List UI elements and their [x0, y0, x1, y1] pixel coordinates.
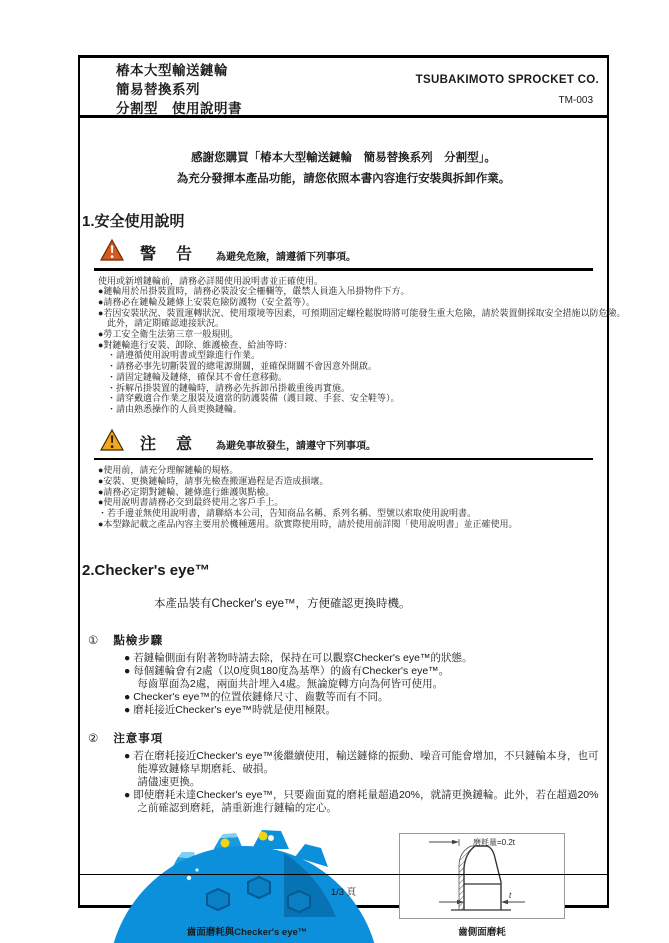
step2-list-item: 能導致鏈條早期磨耗、破損。 [124, 763, 274, 776]
page-number: 1/3 頁 [330, 887, 357, 898]
step1-list [124, 652, 607, 717]
step2-header [88, 730, 607, 746]
caution-list-item: ●使用說明書請務必交到最終使用之客戶手上。 [98, 497, 284, 508]
wear-amount-label: 磨耗量=0.2t [472, 838, 515, 848]
intro-line-1: 感謝您購買「椿本大型輸送鏈輪 簡易替換系列 分割型」。 [191, 152, 496, 164]
caution-label: 注 意 [140, 435, 195, 453]
step1-list-item: ● Checker's eye™的位置依鏈條尺寸、齒數等而有不同。 [124, 691, 389, 704]
caution-list-item: ●請務必定期對鏈輪、鏈條進行維護與點檢。 [98, 486, 275, 497]
intro-line-2: 為充分發揮本產品功能，請您依照本書內容進行安裝與拆卸作業。 [176, 173, 511, 185]
caution-list-item: ・若手邊並無使用說明書，請聯絡本公司，告知商品名稱、系列名稱、型號以索取使用說明書。 [98, 507, 477, 518]
step1-list-item: ● 每個鏈輪會有2處（以0度與180度為基準）的齒有Checker's eye™。 [124, 665, 450, 678]
title-line-3: 分割型 使用說明書 [116, 101, 242, 116]
footer-separator [80, 874, 607, 876]
tooth-wear-diagram-box [399, 833, 565, 919]
section1-heading: 1.安全使用說明 [82, 213, 185, 230]
warning-list-item: 使用或新增鏈輪前，請務必詳閱使用說明書並正確使用。 [98, 275, 324, 286]
warning-list-item: ・請務必事先切斷裝置的總電源開關，並確保開關不會因意外開啟。 [98, 361, 378, 372]
title-block [80, 58, 607, 118]
section2-intro: 本產品裝有Checker's eye™，方便確認更換時機。 [154, 598, 411, 611]
warning-list-item: ●對鏈輪進行安裝、卸除、維護檢查、給油等時： [98, 339, 293, 350]
page-footer [80, 884, 607, 901]
step1-header [88, 632, 607, 648]
step1-title: 點檢步驟 [113, 635, 164, 648]
warning-list-item: ●請務必在鏈輪及鏈條上安裝危險防護物（安全蓋等）。 [98, 296, 315, 307]
warning-triangle-icon [100, 239, 124, 266]
warning-list-item: ●鏈輪用於吊掛裝置時，請務必裝設安全柵欄等，嚴禁人員進入吊掛物件下方。 [98, 286, 410, 297]
caution-list-item: ●安裝、更換鏈輪時，請事先檢查搬運過程是否造成損壞。 [98, 475, 329, 486]
warning-list-item: ・請固定鏈輪及鏈條，確保其不會任意移動。 [98, 371, 288, 382]
title-line-1: 椿本大型輸送鏈輪 [116, 63, 228, 78]
checker-eye-dot [221, 839, 230, 848]
warning-block [94, 239, 626, 415]
section2-heading: 2.Checker's eye™ [82, 562, 210, 580]
caution-header [94, 429, 593, 456]
step2-list-item: ● 即使磨耗未達Checker's eye™，只要齒面寬的磨耗量超過20%，就請更換鏈輪。此外，若在超過20% [124, 789, 599, 802]
title-line-2: 簡易替換系列 [116, 82, 200, 97]
step1-number: ① [88, 635, 99, 648]
tooth-wear-caption: 齒側面磨耗 [458, 927, 506, 939]
intro-paragraph [80, 148, 607, 190]
warning-rule [94, 268, 593, 271]
figures-row [80, 821, 607, 938]
step2-title: 注意事項 [113, 733, 164, 746]
warning-list-item: ・拆解吊掛裝置的鏈輪時，請務必先拆卸吊掛載重後再實施。 [98, 382, 351, 393]
caution-list [98, 465, 593, 529]
caution-list-item: ●本型錄記載之產品內容主要用於機種選用。欲實際使用時，請於使用前詳閱「使用說明書」並正確使用。 [98, 518, 518, 529]
caution-block [94, 429, 593, 530]
step1-list-item: ● 若鏈輪側面有附著物時請去除，保持在可以觀察Checker's eye™的狀態。 [124, 652, 473, 665]
sprocket-caption: 齒面磨耗與Checker's eye™ [186, 927, 308, 939]
document-border-box [78, 55, 626, 939]
sprocket-figure [158, 821, 336, 938]
step2-list-item: ● 若在磨耗接近Checker's eye™後繼續使用，輸送鏈條的振動、噪音可能會增加，不只鏈輪本身，也可 [124, 750, 599, 763]
warning-list-item: ・請由熟悉操作的人員更換鏈輪。 [98, 403, 243, 414]
step2-number: ② [88, 733, 99, 746]
document-number: TM-003 [558, 95, 593, 106]
tooth-wear-diagram [401, 834, 564, 917]
step2-list-item: 請儘速更換。 [124, 776, 201, 789]
caution-triangle-icon [100, 429, 124, 456]
sprocket-illustration [158, 821, 336, 917]
warning-list-item: ●勞工安全衛生法第三章一般規則。 [98, 329, 239, 340]
caution-list-item: ●使用前，請充分理解鏈輪的規格。 [98, 465, 239, 476]
warning-list-item: 此外，請定期確認連接狀況。 [98, 318, 225, 329]
warning-list [98, 275, 626, 415]
company-name: TSUBAKIMOTO SPROCKET CO. [415, 74, 599, 86]
warning-subtitle: 為避免危險，請遵循下列事項。 [216, 251, 357, 263]
tooth-width-label: t [508, 891, 511, 901]
step2-list [124, 750, 607, 815]
warning-list-item: ●若因安裝狀況、裝置運轉狀況、使用環境等因素，可預期固定螺栓鬆脫時將可能發生重大危險，請於裝置側採取安全措施以防危險。 [98, 307, 626, 318]
caution-rule [94, 458, 593, 461]
inspection-steps [88, 632, 607, 717]
document-title [116, 61, 242, 118]
checker-eye-dot [259, 832, 268, 841]
warning-list-item: ・請穿戴適合作業之服裝及適當的防護裝備（護目鏡、手套、安全鞋等）。 [98, 393, 400, 404]
warning-label: 警 告 [140, 246, 195, 263]
title-right [416, 61, 599, 106]
precautions [88, 730, 607, 815]
step2-list-item: 之前確認到磨耗，請重新進行鏈輪的定心。 [124, 802, 337, 815]
caution-subtitle: 為避免事故發生，請遵守下列事項。 [216, 441, 377, 453]
warning-list-item: ・請遵循使用說明書或型錄進行作業。 [98, 350, 261, 361]
warning-header [94, 239, 593, 266]
step1-list-item: ● 磨耗接近Checker's eye™時就是使用極限。 [124, 704, 336, 717]
step1-list-item: 每齒單面為2處，兩面共計埋入4處。無論旋轉方向為何皆可使用。 [124, 678, 444, 691]
